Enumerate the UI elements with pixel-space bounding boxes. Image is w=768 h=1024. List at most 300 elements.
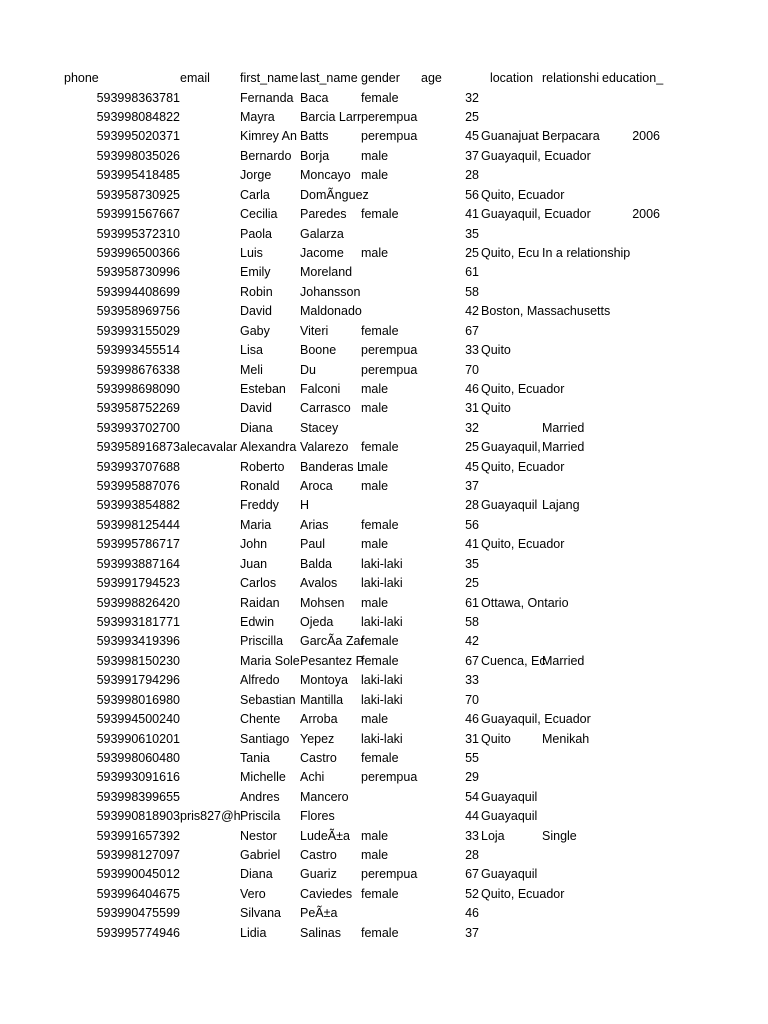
cell-education: [602, 108, 660, 127]
table-row: [0, 613, 768, 632]
cell-phone: 593998035026: [96, 148, 180, 163]
cell-first-name: Michelle: [240, 770, 286, 785]
table-row: [0, 89, 768, 108]
cell-phone: 593991794523: [96, 576, 180, 591]
cell-email: [180, 516, 240, 535]
cell-relationship: [542, 89, 602, 108]
cell-phone: 593996404675: [96, 886, 180, 901]
cell-education: [602, 904, 660, 923]
cell-location: [481, 691, 542, 710]
cell-last-name: Moncayo: [300, 168, 351, 183]
cell-age: 31: [465, 731, 479, 746]
cell-first-name: Kimrey An: [240, 129, 297, 144]
cell-phone: 593958730925: [96, 187, 180, 202]
cell-first-name: Freddy: [240, 498, 279, 513]
cell-education: [602, 516, 660, 535]
table-row: [0, 555, 768, 574]
cell-gender: female: [361, 90, 399, 105]
cell-education: 2006: [632, 129, 660, 144]
cell-last-name: PeÃ±a: [300, 906, 338, 921]
cell-relationship: [542, 768, 602, 787]
cell-last-name: Baca: [300, 90, 329, 105]
cell-gender: laki-laki: [361, 614, 403, 629]
cell-relationship: [542, 341, 602, 360]
cell-first-name: Diana: [240, 420, 273, 435]
cell-gender: [361, 263, 421, 282]
cell-phone: 593990610201: [96, 731, 180, 746]
cell-education: [602, 594, 660, 613]
cell-last-name: Paredes: [300, 207, 347, 222]
table-row: [0, 127, 768, 146]
cell-last-name: Moreland: [300, 265, 353, 280]
cell-education: [602, 89, 660, 108]
cell-phone: 593991657392: [96, 828, 180, 843]
cell-email: [180, 322, 240, 341]
cell-email: [180, 302, 240, 321]
cell-first-name: Alexandra: [240, 440, 297, 455]
cell-age: 25: [465, 440, 479, 455]
cell-relationship: [542, 263, 602, 282]
cell-email: [180, 89, 240, 108]
cell-email: [180, 710, 240, 729]
cell-email: [180, 788, 240, 807]
table-row: [0, 652, 768, 671]
header-first-name: first_name: [240, 71, 299, 85]
cell-email: [180, 361, 240, 380]
cell-gender: perempua: [361, 343, 418, 358]
cell-phone: 593994408699: [96, 284, 180, 299]
cell-location: [481, 924, 542, 943]
cell-education: [602, 652, 660, 671]
cell-education: [602, 555, 660, 574]
cell-gender: male: [361, 401, 389, 416]
cell-relationship: Menikah: [542, 731, 590, 746]
cell-email: [180, 458, 240, 477]
cell-education: 2006: [632, 207, 660, 222]
cell-relationship: [542, 166, 602, 185]
cell-last-name: Mohsen: [300, 595, 345, 610]
cell-email: [180, 225, 240, 244]
cell-gender: perempua: [361, 110, 418, 124]
cell-education: [602, 380, 660, 399]
cell-location: Guanajuat: [481, 129, 539, 144]
cell-education: [602, 496, 660, 515]
cell-location: [481, 846, 542, 865]
cell-age: 70: [465, 362, 479, 377]
cell-gender: female: [361, 440, 399, 455]
cell-last-name: Caviedes: [300, 886, 353, 901]
cell-education: [602, 691, 660, 710]
cell-gender: [361, 788, 421, 807]
cell-phone: 593993455514: [96, 343, 180, 358]
cell-location: [481, 768, 542, 787]
cell-relationship: [542, 322, 602, 341]
cell-phone: 593993091616: [96, 770, 180, 785]
cell-first-name: Carlos: [240, 576, 277, 591]
cell-first-name: Santiago: [240, 731, 290, 746]
table-row: [0, 768, 768, 787]
cell-first-name: Paola: [240, 226, 272, 241]
cell-email: [180, 846, 240, 865]
cell-phone: 593990818903: [96, 809, 180, 824]
cell-phone: 593998084822: [96, 110, 180, 124]
cell-email: [180, 244, 240, 263]
cell-first-name: Emily: [240, 265, 271, 280]
cell-age: 46: [465, 712, 479, 726]
cell-location: Quito, Ecuador: [481, 886, 565, 901]
cell-location: [481, 361, 542, 380]
cell-email: [180, 632, 240, 651]
cell-age: 42: [465, 634, 479, 649]
cell-education: [602, 147, 660, 166]
cell-last-name: Castro: [300, 848, 337, 862]
cell-email: [180, 283, 240, 302]
cell-email: [180, 555, 240, 574]
table-row: [0, 885, 768, 904]
table-row: [0, 147, 768, 166]
cell-age: 55: [465, 750, 479, 765]
cell-education: [602, 341, 660, 360]
cell-location: Guayaquil, Ecuador: [481, 148, 591, 163]
cell-email: [180, 904, 240, 923]
header-education: education_: [602, 71, 664, 85]
cell-education: [602, 399, 660, 418]
cell-last-name: Galarza: [300, 226, 344, 241]
cell-gender: perempua: [361, 770, 418, 785]
cell-age: 44: [465, 809, 479, 824]
cell-phone: 593993887164: [96, 556, 180, 571]
cell-last-name: Borja: [300, 148, 330, 163]
cell-age: 58: [465, 284, 479, 299]
cell-location: Quito: [481, 731, 511, 746]
cell-gender: female: [361, 517, 399, 532]
cell-relationship: [542, 671, 602, 690]
cell-location: [481, 263, 542, 282]
cell-age: 45: [465, 129, 479, 144]
cell-relationship: [542, 283, 602, 302]
cell-location: Guayaquil, Ecuador: [481, 712, 591, 726]
cell-email: alecavalar: [180, 440, 237, 455]
cell-phone: 593993181771: [96, 614, 180, 629]
cell-location: [481, 89, 542, 108]
cell-relationship: [542, 691, 602, 710]
cell-age: 67: [465, 653, 479, 668]
cell-location: Cuenca, Ec: [481, 653, 546, 668]
cell-relationship: [542, 399, 602, 418]
cell-relationship: [542, 749, 602, 768]
cell-relationship: [542, 594, 602, 613]
table-row: [0, 205, 768, 224]
cell-email: [180, 924, 240, 943]
cell-email: [180, 496, 240, 515]
cell-location: Guayaquil: [481, 867, 538, 882]
cell-first-name: Silvana: [240, 906, 281, 921]
cell-phone: 593993707688: [96, 459, 180, 474]
cell-age: 37: [465, 148, 479, 163]
cell-gender: [361, 419, 421, 438]
cell-education: [602, 225, 660, 244]
cell-gender: [361, 807, 421, 826]
cell-first-name: Luis: [240, 246, 263, 260]
cell-first-name: David: [240, 401, 272, 416]
cell-relationship: [542, 535, 602, 554]
cell-gender: male: [361, 712, 389, 726]
cell-relationship: Married: [542, 440, 585, 455]
cell-gender: female: [361, 653, 399, 668]
cell-phone: 593995418485: [96, 168, 180, 183]
cell-last-name: Mancero: [300, 789, 349, 804]
cell-phone: 593998150230: [96, 653, 180, 668]
cell-age: 52: [465, 886, 479, 901]
cell-gender: [361, 225, 421, 244]
cell-location: Loja: [481, 828, 505, 843]
cell-location: [481, 613, 542, 632]
cell-last-name: Yepez: [300, 731, 335, 746]
table-row: [0, 322, 768, 341]
cell-relationship: [542, 477, 602, 496]
cell-phone: 593998363781: [96, 90, 180, 105]
cell-first-name: Diana: [240, 867, 273, 882]
cell-education: [602, 807, 660, 826]
cell-gender: laki-laki: [361, 556, 403, 571]
cell-location: [481, 322, 542, 341]
table-row: [0, 438, 768, 457]
cell-education: [602, 788, 660, 807]
cell-location: Guayaquil: [481, 809, 538, 824]
cell-first-name: Alfredo: [240, 673, 280, 688]
table-row: [0, 516, 768, 535]
cell-email: [180, 186, 240, 205]
cell-first-name: Esteban: [240, 381, 286, 396]
cell-location: Quito, Ecuador: [481, 187, 565, 202]
cell-education: [602, 361, 660, 380]
cell-first-name: Cecilia: [240, 207, 278, 222]
cell-phone: 593998399655: [96, 789, 180, 804]
header-age: age: [421, 71, 442, 85]
cell-age: 32: [465, 90, 479, 105]
cell-email: [180, 166, 240, 185]
cell-email: [180, 730, 240, 749]
cell-education: [602, 477, 660, 496]
header-location: location: [489, 71, 534, 85]
cell-gender: male: [361, 459, 389, 474]
cell-email: [180, 263, 240, 282]
cell-relationship: [542, 613, 602, 632]
cell-first-name: Raidan: [240, 595, 280, 610]
cell-gender: male: [361, 828, 389, 843]
cell-last-name: Achi: [300, 770, 325, 785]
table-row: [0, 594, 768, 613]
cell-last-name: Barcia Larr: [300, 110, 362, 124]
cell-phone: 593958916873: [96, 440, 180, 455]
cell-relationship: [542, 632, 602, 651]
cell-location: Guayaquil, Ecuador: [481, 207, 591, 222]
cell-age: 25: [465, 246, 479, 260]
cell-last-name: Guariz: [300, 867, 337, 882]
cell-age: 45: [465, 459, 479, 474]
cell-location: [481, 166, 542, 185]
table-row: [0, 632, 768, 651]
cell-gender: [361, 302, 421, 321]
cell-last-name: Castro: [300, 750, 337, 765]
cell-phone: 593993155029: [96, 323, 180, 338]
cell-first-name: Bernardo: [240, 148, 292, 163]
cell-gender: laki-laki: [361, 576, 403, 591]
cell-gender: female: [361, 750, 399, 765]
cell-age: 67: [465, 323, 479, 338]
cell-last-name: Salinas: [300, 925, 341, 940]
cell-first-name: Nestor: [240, 828, 277, 843]
cell-first-name: Ronald: [240, 479, 280, 493]
cell-email: [180, 885, 240, 904]
table-row: [0, 341, 768, 360]
cell-location: Guayaquil: [481, 789, 538, 804]
table-row: [0, 924, 768, 943]
cell-location: [481, 904, 542, 923]
cell-location: Boston, Massachusetts: [481, 304, 611, 319]
cell-last-name: Boone: [300, 343, 337, 358]
cell-relationship: [542, 516, 602, 535]
cell-last-name: Avalos: [300, 576, 338, 591]
cell-relationship: [542, 788, 602, 807]
cell-age: 31: [465, 401, 479, 416]
cell-age: 67: [465, 867, 479, 882]
cell-location: [481, 632, 542, 651]
cell-phone: 593993854882: [96, 498, 180, 513]
cell-age: 41: [465, 207, 479, 222]
cell-location: [481, 477, 542, 496]
cell-gender: male: [361, 848, 389, 862]
cell-last-name: Batts: [300, 129, 329, 144]
header-relationship: relationshi: [542, 71, 599, 85]
cell-education: [602, 574, 660, 593]
cell-email: [180, 127, 240, 146]
cell-age: 37: [465, 925, 479, 940]
cell-last-name: Banderas L: [300, 459, 364, 474]
cell-location: [481, 671, 542, 690]
table-row: [0, 108, 768, 127]
cell-education: [602, 302, 660, 321]
cell-email: [180, 768, 240, 787]
cell-last-name: Valarezo: [300, 440, 349, 455]
cell-phone: 593958969756: [96, 304, 180, 319]
cell-age: 28: [465, 498, 479, 513]
cell-phone: 593958730996: [96, 265, 180, 280]
cell-relationship: [542, 361, 602, 380]
cell-age: 28: [465, 848, 479, 862]
cell-email: [180, 147, 240, 166]
cell-relationship: [542, 147, 602, 166]
cell-gender: perempua: [361, 867, 418, 882]
table-row: [0, 904, 768, 923]
cell-phone: 593993419396: [96, 634, 180, 649]
cell-age: 25: [465, 110, 479, 124]
cell-phone: 593990045012: [96, 867, 180, 882]
cell-location: Quito, Ecuador: [481, 537, 565, 552]
table-row: [0, 399, 768, 418]
cell-location: [481, 749, 542, 768]
cell-location: [481, 419, 542, 438]
table-row: [0, 788, 768, 807]
table-row: [0, 710, 768, 729]
cell-relationship: [542, 186, 602, 205]
cell-location: [481, 108, 542, 127]
cell-phone: 593998676338: [96, 362, 180, 377]
cell-email: [180, 380, 240, 399]
cell-age: 35: [465, 556, 479, 571]
cell-last-name: Falconi: [300, 381, 341, 396]
cell-email: [180, 574, 240, 593]
cell-email: [180, 671, 240, 690]
table-row: [0, 166, 768, 185]
cell-gender: male: [361, 381, 389, 396]
cell-relationship: [542, 205, 602, 224]
table-row: [0, 361, 768, 380]
header-email: email: [180, 71, 210, 85]
cell-relationship: [542, 108, 602, 127]
cell-relationship: [542, 225, 602, 244]
cell-location: [481, 283, 542, 302]
cell-phone: 593996500366: [96, 246, 180, 260]
table-row: [0, 496, 768, 515]
cell-education: [602, 322, 660, 341]
cell-age: 46: [465, 906, 479, 921]
cell-last-name: Flores: [300, 809, 335, 824]
cell-phone: 593995887076: [96, 479, 180, 493]
table-row: [0, 225, 768, 244]
cell-email: [180, 613, 240, 632]
header-last-name: last_name: [300, 71, 358, 85]
cell-education: [602, 768, 660, 787]
cell-education: [602, 710, 660, 729]
table-row: [0, 671, 768, 690]
cell-phone: 593994500240: [96, 712, 180, 726]
cell-first-name: Juan: [240, 556, 268, 571]
cell-phone: 593998127097: [96, 848, 180, 862]
table-row: [0, 730, 768, 749]
cell-education: [602, 885, 660, 904]
cell-first-name: Vero: [240, 886, 266, 901]
cell-education: [602, 244, 660, 263]
header-gender: gender: [361, 71, 400, 85]
cell-first-name: Priscilla: [240, 634, 284, 649]
cell-first-name: Priscila: [240, 809, 281, 824]
cell-phone: 593998060480: [96, 750, 180, 765]
cell-gender: female: [361, 207, 399, 222]
cell-gender: [361, 496, 421, 515]
cell-gender: male: [361, 595, 389, 610]
cell-relationship: [542, 924, 602, 943]
cell-relationship: [542, 302, 602, 321]
cell-phone: 593995020371: [96, 129, 180, 144]
cell-gender: laki-laki: [361, 692, 403, 707]
cell-relationship: Married: [542, 653, 585, 668]
cell-last-name: Jacome: [300, 246, 344, 260]
table-row: [0, 807, 768, 826]
cell-age: 32: [465, 420, 479, 435]
cell-age: 29: [465, 770, 479, 785]
cell-relationship: [542, 885, 602, 904]
cell-email: [180, 205, 240, 224]
cell-age: 61: [465, 595, 479, 610]
cell-phone: 593995774946: [96, 925, 180, 940]
cell-education: [602, 827, 660, 846]
table-row: [0, 846, 768, 865]
table-row: [0, 458, 768, 477]
cell-phone: 593998125444: [96, 517, 180, 532]
cell-gender: male: [361, 246, 389, 260]
cell-gender: female: [361, 925, 399, 940]
